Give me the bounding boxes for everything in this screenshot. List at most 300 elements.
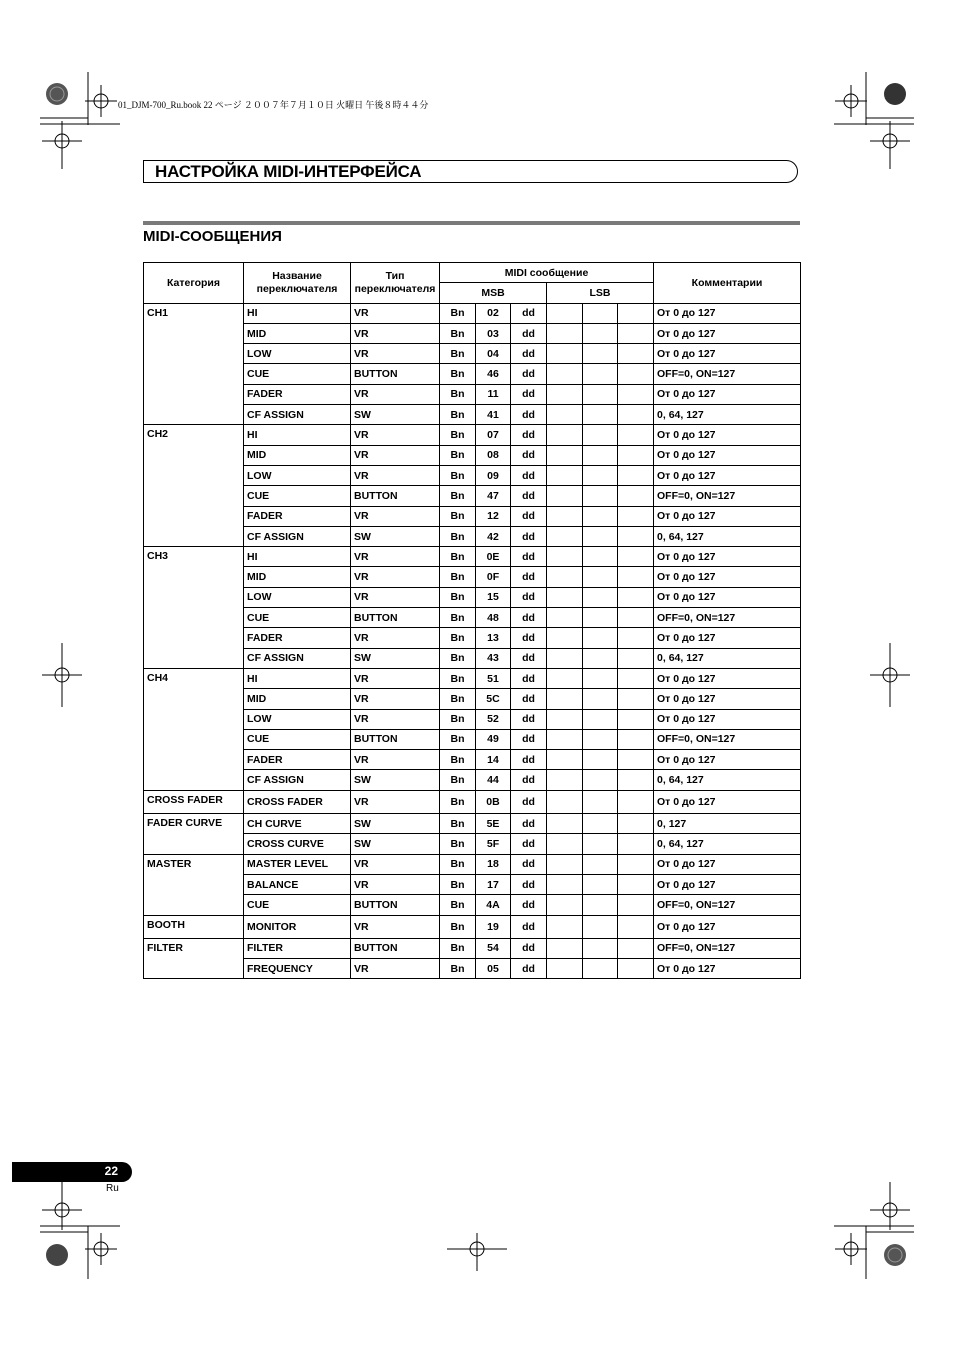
cell-msb-control: 09 [476,465,511,485]
cell-msb-value: dd [511,770,547,790]
cell-lsb-empty [618,608,654,628]
header-switch-name: Название переключателя [244,263,351,304]
cell-lsb-empty [583,729,618,749]
cell-lsb-empty [583,465,618,485]
cell-lsb-empty [583,959,618,979]
cell-msb-value: dd [511,668,547,688]
cell-msb-control: 11 [476,384,511,404]
cell-lsb-empty [547,668,583,688]
cell-switch-name: HI [244,547,351,567]
cell-lsb-empty [547,384,583,404]
cell-msb-value: dd [511,567,547,587]
cell-switch-type: VR [351,854,440,874]
cell-lsb-empty [618,303,654,323]
cell-switch-name: MID [244,445,351,465]
cell-comment: OFF=0, ON=127 [654,486,801,506]
cell-lsb-empty [618,547,654,567]
cell-comment: OFF=0, ON=127 [654,364,801,384]
cell-comment: 0, 64, 127 [654,770,801,790]
table-row [144,790,801,813]
cell-msb-control: 19 [476,915,511,938]
cell-msb-control: 42 [476,526,511,546]
cell-switch-name: LOW [244,344,351,364]
cell-lsb-empty [547,770,583,790]
cell-lsb-empty [583,608,618,628]
cell-switch-type: SW [351,834,440,854]
cell-lsb-empty [547,628,583,648]
table-row [144,303,801,323]
cell-lsb-empty [618,445,654,465]
cell-lsb-empty [547,915,583,938]
cell-msb-status: Bn [440,303,476,323]
cell-switch-name: CUE [244,608,351,628]
cell-lsb-empty [547,854,583,874]
cell-lsb-empty [583,648,618,668]
cell-switch-name: CROSS CURVE [244,834,351,854]
cell-comment: От 0 до 127 [654,587,801,607]
cell-lsb-empty [583,915,618,938]
cell-lsb-empty [583,750,618,770]
cell-lsb-empty [583,834,618,854]
cell-msb-value: dd [511,729,547,749]
cell-lsb-empty [618,750,654,770]
cell-comment: От 0 до 127 [654,445,801,465]
cell-msb-status: Bn [440,874,476,894]
cell-switch-name: CF ASSIGN [244,526,351,546]
cell-lsb-empty [583,445,618,465]
cell-comment: OFF=0, ON=127 [654,895,801,915]
cell-msb-control: 14 [476,750,511,770]
cell-msb-value: dd [511,834,547,854]
cell-switch-type: VR [351,915,440,938]
cell-lsb-empty [618,938,654,958]
header-lsb: LSB [547,283,654,303]
cell-switch-type: VR [351,959,440,979]
cell-msb-value: dd [511,648,547,668]
cell-lsb-empty [583,567,618,587]
cell-lsb-empty [547,506,583,526]
cell-category: CH1 [144,303,244,425]
cell-comment: От 0 до 127 [654,709,801,729]
cell-switch-type: VR [351,547,440,567]
cell-comment: От 0 до 127 [654,689,801,709]
cell-comment: 0, 64, 127 [654,405,801,425]
cell-category: FILTER [144,938,244,979]
cell-switch-name: CUE [244,364,351,384]
cell-lsb-empty [618,465,654,485]
page-number-badge [12,1162,132,1182]
cell-lsb-empty [547,465,583,485]
cell-msb-status: Bn [440,384,476,404]
cell-lsb-empty [618,364,654,384]
cell-switch-type: VR [351,689,440,709]
cell-msb-status: Bn [440,344,476,364]
section-title: MIDI-СООБЩЕНИЯ [143,228,282,245]
cell-lsb-empty [547,587,583,607]
cell-msb-value: dd [511,874,547,894]
cell-lsb-empty [618,587,654,607]
cell-msb-control: 5C [476,689,511,709]
cell-msb-status: Bn [440,547,476,567]
cell-comment: От 0 до 127 [654,854,801,874]
cell-lsb-empty [583,689,618,709]
cell-switch-type: VR [351,465,440,485]
cell-msb-value: dd [511,344,547,364]
cell-switch-name: LOW [244,587,351,607]
cell-msb-value: dd [511,506,547,526]
cell-lsb-empty [547,895,583,915]
cell-comment: От 0 до 127 [654,668,801,688]
cell-lsb-empty [547,608,583,628]
chapter-title: НАСТРОЙКА MIDI-ИНТЕРФЕЙСА [155,162,422,181]
cell-lsb-empty [547,323,583,343]
cell-lsb-empty [618,405,654,425]
cell-msb-status: Bn [440,425,476,445]
cell-lsb-empty [618,854,654,874]
cell-category: CH3 [144,547,244,669]
cell-lsb-empty [547,874,583,894]
cell-comment: OFF=0, ON=127 [654,729,801,749]
cell-lsb-empty [547,648,583,668]
cell-switch-name: FADER [244,384,351,404]
cell-comment: От 0 до 127 [654,874,801,894]
cell-switch-type: VR [351,445,440,465]
cell-msb-status: Bn [440,506,476,526]
cell-lsb-empty [583,854,618,874]
cell-switch-type: VR [351,628,440,648]
cell-msb-control: 04 [476,344,511,364]
cell-msb-status: Bn [440,790,476,813]
cell-msb-value: dd [511,709,547,729]
cell-lsb-empty [618,915,654,938]
cell-category: BOOTH [144,915,244,938]
chapter-header [143,160,798,183]
cell-msb-status: Bn [440,486,476,506]
cell-lsb-empty [547,938,583,958]
cell-lsb-empty [547,405,583,425]
cell-lsb-empty [618,344,654,364]
cell-lsb-empty [547,425,583,445]
cell-lsb-empty [583,405,618,425]
cell-msb-status: Bn [440,648,476,668]
cell-switch-type: VR [351,506,440,526]
cell-lsb-empty [583,323,618,343]
cell-switch-type: SW [351,648,440,668]
cell-switch-type: VR [351,874,440,894]
cell-lsb-empty [618,425,654,445]
cell-msb-status: Bn [440,729,476,749]
cell-lsb-empty [583,770,618,790]
cell-lsb-empty [618,526,654,546]
cell-lsb-empty [618,506,654,526]
cell-lsb-empty [547,526,583,546]
cell-category: CROSS FADER [144,790,244,813]
cell-switch-type: VR [351,587,440,607]
cell-msb-value: dd [511,405,547,425]
cell-lsb-empty [583,526,618,546]
cell-msb-status: Bn [440,567,476,587]
cell-msb-control: 17 [476,874,511,894]
cell-switch-name: HI [244,303,351,323]
cell-lsb-empty [618,628,654,648]
print-info: 01_DJM-700_Ru.book 22 ページ ２００７年７月１０日 火曜日 午後８時４４分 [118,100,429,110]
cell-msb-control: 49 [476,729,511,749]
cell-lsb-empty [547,834,583,854]
cell-msb-status: Bn [440,938,476,958]
cell-msb-status: Bn [440,834,476,854]
midi-messages-table [143,262,801,979]
cell-switch-type: VR [351,323,440,343]
cell-msb-value: dd [511,689,547,709]
cell-msb-control: 44 [476,770,511,790]
cell-comment: От 0 до 127 [654,790,801,813]
cell-msb-status: Bn [440,445,476,465]
cell-lsb-empty [547,547,583,567]
cell-comment: 0, 64, 127 [654,526,801,546]
cell-msb-status: Bn [440,526,476,546]
cell-comment: От 0 до 127 [654,915,801,938]
header-msb: MSB [440,283,547,303]
cell-lsb-empty [583,790,618,813]
cell-lsb-empty [547,445,583,465]
cell-lsb-empty [618,323,654,343]
cell-lsb-empty [618,790,654,813]
cell-msb-control: 43 [476,648,511,668]
cell-switch-name: FREQUENCY [244,959,351,979]
cell-comment: От 0 до 127 [654,547,801,567]
cell-lsb-empty [547,689,583,709]
cell-msb-status: Bn [440,364,476,384]
cell-lsb-empty [583,364,618,384]
cell-lsb-empty [583,587,618,607]
cell-switch-name: MASTER LEVEL [244,854,351,874]
header-category: Категория [144,263,244,304]
cell-lsb-empty [547,303,583,323]
cell-msb-control: 47 [476,486,511,506]
cell-switch-type: BUTTON [351,938,440,958]
cell-msb-control: 13 [476,628,511,648]
cell-msb-value: dd [511,303,547,323]
cell-msb-value: dd [511,854,547,874]
cell-comment: От 0 до 127 [654,959,801,979]
cell-msb-value: dd [511,526,547,546]
cell-msb-status: Bn [440,689,476,709]
cell-category: CH4 [144,668,244,790]
cell-switch-type: VR [351,790,440,813]
table-row [144,668,801,688]
cell-msb-value: dd [511,938,547,958]
cell-lsb-empty [583,938,618,958]
cell-comment: От 0 до 127 [654,384,801,404]
cell-msb-status: Bn [440,915,476,938]
cell-comment: От 0 до 127 [654,750,801,770]
cell-switch-name: LOW [244,709,351,729]
cell-lsb-empty [547,814,583,834]
cell-lsb-empty [583,303,618,323]
cell-switch-type: VR [351,384,440,404]
cell-lsb-empty [583,895,618,915]
cell-lsb-empty [618,834,654,854]
cell-comment: OFF=0, ON=127 [654,608,801,628]
cell-msb-status: Bn [440,854,476,874]
section-divider [143,221,800,225]
cell-lsb-empty [583,384,618,404]
cell-msb-control: 18 [476,854,511,874]
cell-comment: 0, 127 [654,814,801,834]
cell-msb-value: dd [511,587,547,607]
cell-msb-status: Bn [440,668,476,688]
cell-lsb-empty [618,874,654,894]
cell-msb-value: dd [511,323,547,343]
cell-msb-control: 12 [476,506,511,526]
table-row [144,425,801,445]
cell-msb-control: 07 [476,425,511,445]
cell-msb-value: dd [511,445,547,465]
cell-lsb-empty [583,628,618,648]
table-row [144,938,801,958]
cell-lsb-empty [618,689,654,709]
cell-msb-control: 0B [476,790,511,813]
cell-msb-control: 48 [476,608,511,628]
table-row [144,547,801,567]
cell-switch-type: SW [351,526,440,546]
cell-lsb-empty [547,486,583,506]
cell-lsb-empty [618,959,654,979]
cell-msb-value: dd [511,959,547,979]
cell-comment: От 0 до 127 [654,323,801,343]
cell-switch-name: HI [244,668,351,688]
cell-switch-name: FILTER [244,938,351,958]
cell-comment: От 0 до 127 [654,425,801,445]
cell-switch-name: CUE [244,729,351,749]
cell-msb-value: dd [511,364,547,384]
cell-lsb-empty [547,750,583,770]
cell-switch-name: MID [244,323,351,343]
cell-msb-value: dd [511,608,547,628]
cell-msb-value: dd [511,895,547,915]
cell-switch-name: LOW [244,465,351,485]
cell-msb-value: dd [511,628,547,648]
cell-msb-control: 5F [476,834,511,854]
cell-lsb-empty [547,344,583,364]
cell-msb-control: 46 [476,364,511,384]
cell-msb-control: 08 [476,445,511,465]
cell-lsb-empty [547,567,583,587]
cell-msb-control: 0E [476,547,511,567]
cell-lsb-empty [618,384,654,404]
cell-msb-value: dd [511,425,547,445]
cell-lsb-empty [618,895,654,915]
cell-lsb-empty [583,668,618,688]
header-comments: Комментарии [654,263,801,304]
page-language: Ru [106,1183,119,1194]
cell-switch-type: VR [351,709,440,729]
cell-switch-type: BUTTON [351,608,440,628]
cell-lsb-empty [583,874,618,894]
cell-switch-name: FADER [244,750,351,770]
cell-msb-status: Bn [440,628,476,648]
cell-comment: OFF=0, ON=127 [654,938,801,958]
cell-lsb-empty [547,364,583,384]
table-row [144,854,801,874]
header-midi-message: MIDI сообщение [440,263,654,283]
cell-lsb-empty [618,770,654,790]
cell-lsb-empty [583,814,618,834]
cell-comment: От 0 до 127 [654,567,801,587]
cell-comment: От 0 до 127 [654,465,801,485]
cell-switch-name: MID [244,689,351,709]
cell-switch-name: BALANCE [244,874,351,894]
cell-lsb-empty [583,486,618,506]
cell-msb-control: 41 [476,405,511,425]
cell-msb-control: 0F [476,567,511,587]
cell-msb-value: dd [511,465,547,485]
cell-lsb-empty [618,668,654,688]
cell-lsb-empty [618,709,654,729]
cell-switch-type: VR [351,750,440,770]
cell-msb-status: Bn [440,814,476,834]
cell-msb-value: dd [511,750,547,770]
cell-msb-status: Bn [440,465,476,485]
cell-lsb-empty [618,729,654,749]
cell-switch-type: VR [351,567,440,587]
cell-switch-type: SW [351,814,440,834]
cell-lsb-empty [547,729,583,749]
cell-switch-name: CH CURVE [244,814,351,834]
cell-switch-type: VR [351,425,440,445]
cell-msb-control: 51 [476,668,511,688]
cell-msb-value: dd [511,384,547,404]
cell-switch-name: MID [244,567,351,587]
cell-msb-control: 05 [476,959,511,979]
table-row [144,915,801,938]
cell-switch-name: FADER [244,628,351,648]
cell-msb-control: 02 [476,303,511,323]
cell-msb-status: Bn [440,709,476,729]
cell-lsb-empty [583,344,618,364]
cell-switch-name: CF ASSIGN [244,648,351,668]
cell-msb-value: dd [511,814,547,834]
cell-switch-type: SW [351,405,440,425]
page-number: 22 [104,1164,118,1178]
cell-switch-type: BUTTON [351,729,440,749]
cell-switch-name: CUE [244,486,351,506]
cell-comment: От 0 до 127 [654,628,801,648]
cell-lsb-empty [583,709,618,729]
cell-switch-type: BUTTON [351,895,440,915]
cell-lsb-empty [618,486,654,506]
cell-lsb-empty [618,648,654,668]
cell-msb-status: Bn [440,770,476,790]
cell-msb-value: dd [511,915,547,938]
cell-lsb-empty [547,790,583,813]
cell-msb-control: 52 [476,709,511,729]
cell-msb-status: Bn [440,895,476,915]
cell-msb-control: 15 [476,587,511,607]
cell-switch-name: CROSS FADER [244,790,351,813]
cell-lsb-empty [583,425,618,445]
cell-comment: 0, 64, 127 [654,834,801,854]
header-switch-type: Тип переключателя [351,263,440,304]
cell-msb-value: dd [511,486,547,506]
cell-switch-type: VR [351,303,440,323]
cell-comment: От 0 до 127 [654,506,801,526]
cell-comment: 0, 64, 127 [654,648,801,668]
table-row [144,814,801,834]
cell-msb-status: Bn [440,750,476,770]
cell-msb-value: dd [511,547,547,567]
cell-msb-control: 4A [476,895,511,915]
